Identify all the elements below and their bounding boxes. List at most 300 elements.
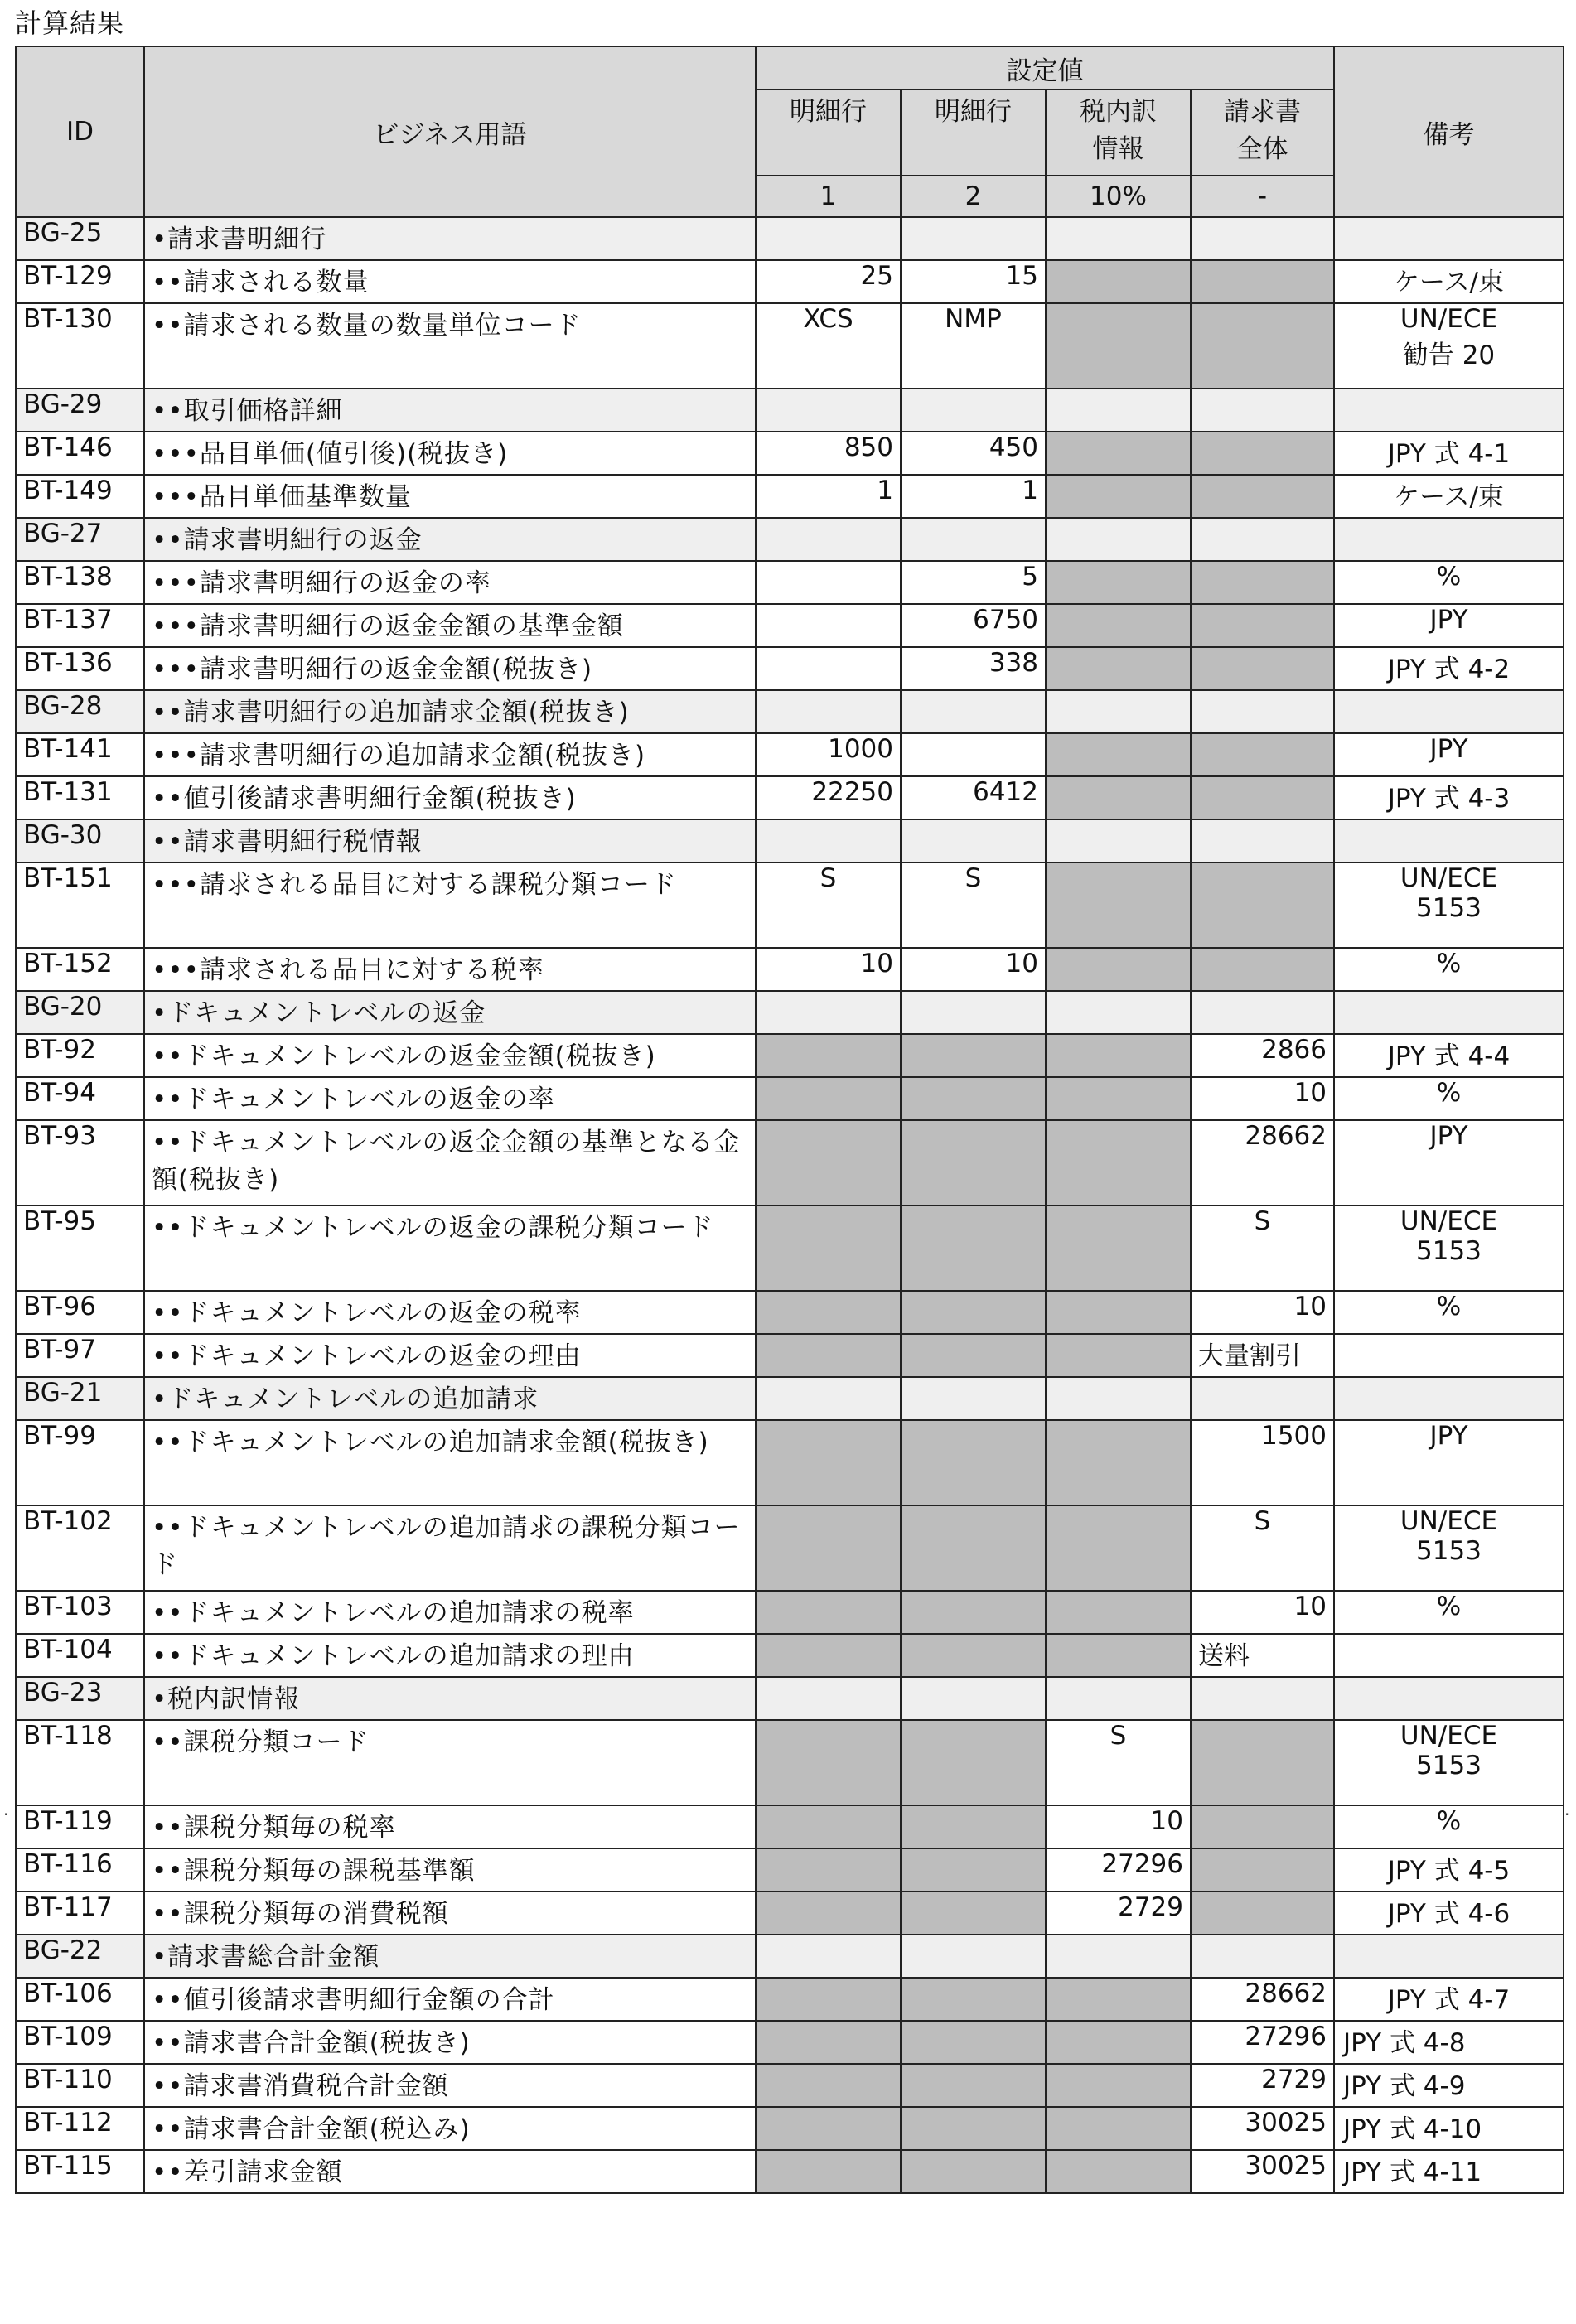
table-row xyxy=(16,303,1564,389)
header-tax-breakdown: 税内訳 情報 xyxy=(1046,89,1191,176)
table-row xyxy=(16,647,1564,690)
row-value-col1 xyxy=(756,1720,901,1805)
row-value-col3 xyxy=(1046,1291,1191,1334)
row-value-col4: 10 xyxy=(1191,1591,1334,1634)
calculation-results-table xyxy=(15,46,1564,2194)
row-value-col3 xyxy=(1046,561,1191,604)
row-value-col1 xyxy=(756,1334,901,1377)
row-value-col1 xyxy=(756,2150,901,2193)
row-value-col1 xyxy=(756,690,901,733)
row-value-col2 xyxy=(901,1720,1046,1805)
row-value-col3 xyxy=(1046,1591,1191,1634)
row-memo xyxy=(1334,1634,1564,1677)
table-row xyxy=(16,1377,1564,1420)
row-memo: ケース/束 xyxy=(1334,260,1564,303)
row-value-col1 xyxy=(756,1591,901,1634)
row-value-col4 xyxy=(1191,1805,1334,1848)
row-memo: JPY 式 4-11 xyxy=(1334,2150,1564,2193)
row-business-term: •••請求される品目に対する税率 xyxy=(144,948,756,991)
row-memo xyxy=(1334,1935,1564,1978)
row-value-col1 xyxy=(756,561,901,604)
row-business-term: ••課税分類コード xyxy=(144,1720,756,1805)
row-memo: JPY 式 4-6 xyxy=(1334,1892,1564,1935)
row-memo xyxy=(1334,1377,1564,1420)
row-value-col3 xyxy=(1046,1205,1191,1291)
row-value-col4 xyxy=(1191,776,1334,819)
row-value-col3 xyxy=(1046,1120,1191,1205)
row-value-col3 xyxy=(1046,303,1191,389)
row-value-col2 xyxy=(901,1591,1046,1634)
table-row xyxy=(16,260,1564,303)
row-value-col3 xyxy=(1046,1978,1191,2021)
row-business-term: ••ドキュメントレベルの返金の課税分類コード xyxy=(144,1205,756,1291)
row-value-col3 xyxy=(1046,1935,1191,1978)
row-value-col4: 10 xyxy=(1191,1291,1334,1334)
row-memo: JPY 式 4-1 xyxy=(1334,432,1564,475)
header-memo: 備考 xyxy=(1334,46,1564,217)
row-id: BT-152 xyxy=(16,948,144,991)
row-value-col4: 大量割引 xyxy=(1191,1334,1334,1377)
row-value-col2 xyxy=(901,1034,1046,1077)
row-id: BG-30 xyxy=(16,819,144,862)
row-value-col3 xyxy=(1046,432,1191,475)
row-value-col4: 1500 xyxy=(1191,1420,1334,1505)
row-value-col2 xyxy=(901,1892,1046,1935)
row-value-col3 xyxy=(1046,819,1191,862)
row-value-col3 xyxy=(1046,1677,1191,1720)
row-value-col2 xyxy=(901,2021,1046,2064)
row-value-col2: 6412 xyxy=(901,776,1046,819)
table-row xyxy=(16,690,1564,733)
row-value-col3 xyxy=(1046,1077,1191,1120)
row-value-col2 xyxy=(901,1805,1046,1848)
row-business-term: •••請求書明細行の返金の率 xyxy=(144,561,756,604)
row-value-col2 xyxy=(901,217,1046,260)
row-value-col3 xyxy=(1046,2064,1191,2107)
row-value-col4 xyxy=(1191,260,1334,303)
row-value-col2 xyxy=(901,733,1046,776)
row-value-col1: 22250 xyxy=(756,776,901,819)
row-value-col4: 28662 xyxy=(1191,1978,1334,2021)
row-value-col4 xyxy=(1191,862,1334,948)
row-business-term: ••課税分類毎の課税基準額 xyxy=(144,1848,756,1892)
row-value-col3 xyxy=(1046,1505,1191,1591)
row-id: BT-99 xyxy=(16,1420,144,1505)
row-business-term: ••課税分類毎の消費税額 xyxy=(144,1892,756,1935)
row-id: BT-151 xyxy=(16,862,144,948)
table-row xyxy=(16,1334,1564,1377)
row-id: BT-117 xyxy=(16,1892,144,1935)
table-row xyxy=(16,2021,1564,2064)
row-memo xyxy=(1334,389,1564,432)
table-row xyxy=(16,432,1564,475)
page-break-marker: · xyxy=(1564,1805,1570,1824)
row-id: BT-104 xyxy=(16,1634,144,1677)
row-value-col2 xyxy=(901,2107,1046,2150)
row-value-col3 xyxy=(1046,475,1191,518)
row-value-col3 xyxy=(1046,1420,1191,1505)
row-value-col1 xyxy=(756,217,901,260)
row-value-col4 xyxy=(1191,561,1334,604)
row-value-col4 xyxy=(1191,389,1334,432)
row-value-col3 xyxy=(1046,862,1191,948)
row-value-col4 xyxy=(1191,518,1334,561)
row-value-col2: 5 xyxy=(901,561,1046,604)
table-row xyxy=(16,217,1564,260)
row-id: BT-102 xyxy=(16,1505,144,1591)
row-value-col4 xyxy=(1191,819,1334,862)
row-value-col2 xyxy=(901,1848,1046,1892)
row-id: BT-118 xyxy=(16,1720,144,1805)
table-row xyxy=(16,1978,1564,2021)
row-value-col2: 450 xyxy=(901,432,1046,475)
row-business-term: ••請求書合計金額(税込み) xyxy=(144,2107,756,2150)
row-value-col4 xyxy=(1191,991,1334,1034)
row-memo: % xyxy=(1334,561,1564,604)
row-value-col2: 10 xyxy=(901,948,1046,991)
row-id: BT-112 xyxy=(16,2107,144,2150)
row-value-col1 xyxy=(756,1377,901,1420)
row-value-col2 xyxy=(901,1935,1046,1978)
table-row xyxy=(16,1291,1564,1334)
row-value-col4: 28662 xyxy=(1191,1120,1334,1205)
row-id: BG-28 xyxy=(16,690,144,733)
table-row xyxy=(16,819,1564,862)
row-memo: % xyxy=(1334,948,1564,991)
row-value-col3 xyxy=(1046,776,1191,819)
row-memo: JPY xyxy=(1334,604,1564,647)
row-value-col1 xyxy=(756,2021,901,2064)
row-id: BT-130 xyxy=(16,303,144,389)
row-value-col1: 850 xyxy=(756,432,901,475)
row-value-col3 xyxy=(1046,260,1191,303)
row-value-col1 xyxy=(756,1848,901,1892)
row-value-col4: 30025 xyxy=(1191,2107,1334,2150)
table-row xyxy=(16,2107,1564,2150)
row-value-col3 xyxy=(1046,1634,1191,1677)
row-value-col4 xyxy=(1191,1720,1334,1805)
table-row xyxy=(16,1805,1564,1848)
row-value-col4: 2729 xyxy=(1191,2064,1334,2107)
row-value-col1 xyxy=(756,1505,901,1591)
row-value-col2 xyxy=(901,1377,1046,1420)
row-id: BG-22 xyxy=(16,1935,144,1978)
row-value-col2 xyxy=(901,1420,1046,1505)
row-id: BT-92 xyxy=(16,1034,144,1077)
row-value-col3 xyxy=(1046,2107,1191,2150)
table-row xyxy=(16,1505,1564,1591)
row-value-col4 xyxy=(1191,733,1334,776)
row-value-col2 xyxy=(901,690,1046,733)
row-value-col1 xyxy=(756,1677,901,1720)
row-value-col1 xyxy=(756,1077,901,1120)
table-row xyxy=(16,1720,1564,1805)
row-business-term: ••請求書明細行の返金 xyxy=(144,518,756,561)
row-value-col2: 338 xyxy=(901,647,1046,690)
row-memo: % xyxy=(1334,1591,1564,1634)
row-value-col4 xyxy=(1191,948,1334,991)
row-id: BT-136 xyxy=(16,647,144,690)
row-id: BT-141 xyxy=(16,733,144,776)
row-value-col2 xyxy=(901,2064,1046,2107)
table-row xyxy=(16,1077,1564,1120)
table-row xyxy=(16,1591,1564,1634)
row-value-col4: 2866 xyxy=(1191,1034,1334,1077)
row-business-term: ••値引後請求書明細行金額(税抜き) xyxy=(144,776,756,819)
row-business-term: •請求書明細行 xyxy=(144,217,756,260)
row-id: BT-131 xyxy=(16,776,144,819)
row-value-col2: NMP xyxy=(901,303,1046,389)
row-business-term: ••取引価格詳細 xyxy=(144,389,756,432)
row-memo: % xyxy=(1334,1291,1564,1334)
row-value-col2: 6750 xyxy=(901,604,1046,647)
row-value-col3 xyxy=(1046,1034,1191,1077)
row-id: BT-106 xyxy=(16,1978,144,2021)
table-row xyxy=(16,1892,1564,1935)
row-business-term: ••課税分類毎の税率 xyxy=(144,1805,756,1848)
row-value-col4 xyxy=(1191,1677,1334,1720)
row-id: BT-116 xyxy=(16,1848,144,1892)
row-value-col3 xyxy=(1046,948,1191,991)
table-row xyxy=(16,1034,1564,1077)
table-row xyxy=(16,1420,1564,1505)
row-value-col4 xyxy=(1191,1935,1334,1978)
row-business-term: •••品目単価(値引後)(税抜き) xyxy=(144,432,756,475)
header-line-item-2-sub: 2 xyxy=(901,176,1046,217)
row-business-term: ••ドキュメントレベルの追加請求の税率 xyxy=(144,1591,756,1634)
row-business-term: •••品目単価基準数量 xyxy=(144,475,756,518)
row-business-term: ••請求書明細行税情報 xyxy=(144,819,756,862)
table-row xyxy=(16,389,1564,432)
row-memo: JPY xyxy=(1334,1420,1564,1505)
row-id: BT-129 xyxy=(16,260,144,303)
row-value-col4 xyxy=(1191,604,1334,647)
row-business-term: •ドキュメントレベルの追加請求 xyxy=(144,1377,756,1420)
row-value-col2 xyxy=(901,518,1046,561)
row-value-col1: 1000 xyxy=(756,733,901,776)
row-memo: UN/ECE 5153 xyxy=(1334,1205,1564,1291)
row-business-term: •••請求書明細行の追加請求金額(税抜き) xyxy=(144,733,756,776)
row-value-col3 xyxy=(1046,604,1191,647)
row-memo: UN/ECE 5153 xyxy=(1334,1720,1564,1805)
header-id: ID xyxy=(16,46,144,217)
row-memo: JPY xyxy=(1334,733,1564,776)
row-memo: % xyxy=(1334,1805,1564,1848)
row-value-col3 xyxy=(1046,991,1191,1034)
row-value-col2: 1 xyxy=(901,475,1046,518)
table-row xyxy=(16,475,1564,518)
row-value-col3: 27296 xyxy=(1046,1848,1191,1892)
row-business-term: ••請求書明細行の追加請求金額(税抜き) xyxy=(144,690,756,733)
row-value-col1: 10 xyxy=(756,948,901,991)
row-memo xyxy=(1334,991,1564,1034)
row-business-term: •請求書総合計金額 xyxy=(144,1935,756,1978)
row-value-col4: S xyxy=(1191,1505,1334,1591)
row-value-col2 xyxy=(901,2150,1046,2193)
row-value-col3 xyxy=(1046,647,1191,690)
row-value-col2 xyxy=(901,389,1046,432)
row-value-col1 xyxy=(756,518,901,561)
row-value-col4: 27296 xyxy=(1191,2021,1334,2064)
row-value-col1 xyxy=(756,1634,901,1677)
row-value-col1 xyxy=(756,647,901,690)
table-row xyxy=(16,561,1564,604)
row-id: BT-94 xyxy=(16,1077,144,1120)
row-business-term: ••請求される数量 xyxy=(144,260,756,303)
table-row xyxy=(16,518,1564,561)
row-value-col2 xyxy=(901,991,1046,1034)
row-business-term: ••ドキュメントレベルの返金金額の基準となる金額(税抜き) xyxy=(144,1120,756,1205)
row-value-col4 xyxy=(1191,690,1334,733)
row-business-term: •••請求書明細行の返金金額の基準金額 xyxy=(144,604,756,647)
row-business-term: ••ドキュメントレベルの返金の理由 xyxy=(144,1334,756,1377)
row-memo: JPY 式 4-10 xyxy=(1334,2107,1564,2150)
header-line-item-2: 明細行 xyxy=(901,89,1046,176)
row-memo: JPY 式 4-7 xyxy=(1334,1978,1564,2021)
row-value-col4: S xyxy=(1191,1205,1334,1291)
row-memo xyxy=(1334,819,1564,862)
row-business-term: ••差引請求金額 xyxy=(144,2150,756,2193)
row-memo: JPY 式 4-9 xyxy=(1334,2064,1564,2107)
row-value-col1 xyxy=(756,1034,901,1077)
row-id: BT-146 xyxy=(16,432,144,475)
row-value-col4 xyxy=(1191,432,1334,475)
row-value-col2 xyxy=(901,1634,1046,1677)
header-invoice-total: 請求書 全体 xyxy=(1191,89,1334,176)
row-memo xyxy=(1334,690,1564,733)
page-break-marker: · xyxy=(3,1805,9,1824)
row-value-col2 xyxy=(901,1205,1046,1291)
table-row xyxy=(16,1634,1564,1677)
table-row xyxy=(16,948,1564,991)
row-id: BG-23 xyxy=(16,1677,144,1720)
row-id: BG-29 xyxy=(16,389,144,432)
row-value-col1 xyxy=(756,2107,901,2150)
table-row xyxy=(16,1848,1564,1892)
row-value-col3 xyxy=(1046,389,1191,432)
table-row xyxy=(16,1205,1564,1291)
header-line-item-1: 明細行 xyxy=(756,89,901,176)
row-value-col1 xyxy=(756,1120,901,1205)
row-value-col1 xyxy=(756,389,901,432)
row-memo: ケース/束 xyxy=(1334,475,1564,518)
row-id: BT-138 xyxy=(16,561,144,604)
row-value-col1 xyxy=(756,819,901,862)
row-value-col3 xyxy=(1046,733,1191,776)
row-business-term: ••ドキュメントレベルの追加請求の理由 xyxy=(144,1634,756,1677)
row-value-col4 xyxy=(1191,1848,1334,1892)
row-business-term: ••ドキュメントレベルの追加請求の課税分類コード xyxy=(144,1505,756,1591)
row-business-term: ••ドキュメントレベルの返金の税率 xyxy=(144,1291,756,1334)
row-value-col4 xyxy=(1191,647,1334,690)
table-row xyxy=(16,776,1564,819)
row-value-col1 xyxy=(756,1805,901,1848)
row-value-col1 xyxy=(756,991,901,1034)
row-memo: JPY 式 4-2 xyxy=(1334,647,1564,690)
table-row xyxy=(16,2064,1564,2107)
row-business-term: ••ドキュメントレベルの追加請求金額(税抜き) xyxy=(144,1420,756,1505)
row-value-col3: 10 xyxy=(1046,1805,1191,1848)
row-value-col2: 15 xyxy=(901,260,1046,303)
table-row xyxy=(16,1120,1564,1205)
row-value-col3: 2729 xyxy=(1046,1892,1191,1935)
row-value-col2: S xyxy=(901,862,1046,948)
row-value-col4: 30025 xyxy=(1191,2150,1334,2193)
row-value-col2 xyxy=(901,1291,1046,1334)
table-row xyxy=(16,991,1564,1034)
row-value-col1 xyxy=(756,1892,901,1935)
row-value-col1 xyxy=(756,604,901,647)
row-memo: JPY 式 4-8 xyxy=(1334,2021,1564,2064)
row-memo xyxy=(1334,1677,1564,1720)
row-memo: JPY 式 4-3 xyxy=(1334,776,1564,819)
row-id: BT-137 xyxy=(16,604,144,647)
row-business-term: ••請求書消費税合計金額 xyxy=(144,2064,756,2107)
row-value-col4 xyxy=(1191,1377,1334,1420)
row-business-term: ••ドキュメントレベルの返金金額(税抜き) xyxy=(144,1034,756,1077)
row-business-term: ••請求される数量の数量単位コード xyxy=(144,303,756,389)
row-value-col3 xyxy=(1046,217,1191,260)
row-memo: UN/ECE 5153 xyxy=(1334,1505,1564,1591)
row-value-col4 xyxy=(1191,303,1334,389)
row-value-col1 xyxy=(756,1205,901,1291)
row-value-col2 xyxy=(901,1077,1046,1120)
row-id: BT-149 xyxy=(16,475,144,518)
row-value-col2 xyxy=(901,1677,1046,1720)
row-business-term: •ドキュメントレベルの返金 xyxy=(144,991,756,1034)
row-memo: JPY xyxy=(1334,1120,1564,1205)
row-value-col3 xyxy=(1046,518,1191,561)
row-id: BT-110 xyxy=(16,2064,144,2107)
row-value-col2 xyxy=(901,1505,1046,1591)
row-value-col1 xyxy=(756,1978,901,2021)
row-value-col1: 25 xyxy=(756,260,901,303)
row-value-col4 xyxy=(1191,475,1334,518)
table-body xyxy=(16,217,1564,2193)
row-value-col1 xyxy=(756,1935,901,1978)
row-value-col3 xyxy=(1046,1377,1191,1420)
row-memo xyxy=(1334,518,1564,561)
header-tax-breakdown-sub: 10% xyxy=(1046,176,1191,217)
table-row xyxy=(16,862,1564,948)
row-memo xyxy=(1334,1334,1564,1377)
row-value-col3 xyxy=(1046,2021,1191,2064)
header-line-item-1-sub: 1 xyxy=(756,176,901,217)
row-value-col3 xyxy=(1046,690,1191,733)
row-business-term: •••請求書明細行の返金金額(税抜き) xyxy=(144,647,756,690)
row-memo xyxy=(1334,217,1564,260)
table-row xyxy=(16,733,1564,776)
row-business-term: ••請求書合計金額(税抜き) xyxy=(144,2021,756,2064)
row-value-col1 xyxy=(756,1291,901,1334)
row-id: BT-95 xyxy=(16,1205,144,1291)
table-row xyxy=(16,604,1564,647)
row-value-col2 xyxy=(901,819,1046,862)
row-value-col1 xyxy=(756,2064,901,2107)
header-business-term: ビジネス用語 xyxy=(144,46,756,217)
row-value-col2 xyxy=(901,1334,1046,1377)
table-row xyxy=(16,1935,1564,1978)
row-value-col1 xyxy=(756,1420,901,1505)
row-value-col3 xyxy=(1046,1334,1191,1377)
table-row xyxy=(16,1677,1564,1720)
row-value-col1: XCS xyxy=(756,303,901,389)
row-value-col3: S xyxy=(1046,1720,1191,1805)
row-value-col4: 送料 xyxy=(1191,1634,1334,1677)
row-business-term: ••ドキュメントレベルの返金の率 xyxy=(144,1077,756,1120)
row-business-term: ••値引後請求書明細行金額の合計 xyxy=(144,1978,756,2021)
row-id: BT-93 xyxy=(16,1120,144,1205)
